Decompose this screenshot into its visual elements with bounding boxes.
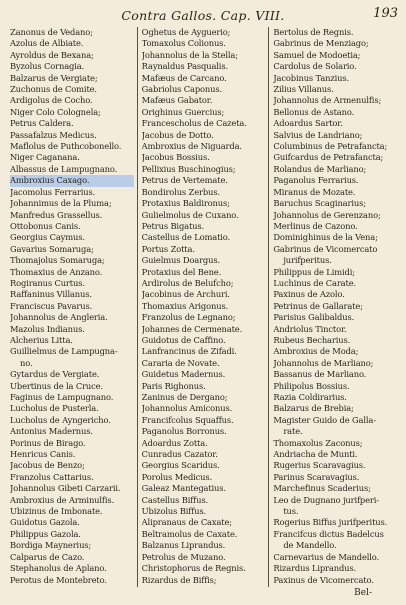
list-item: Protaxius del Bene. <box>141 266 222 277</box>
list-item: Carnevarius de Mandello. <box>273 551 380 562</box>
list-item: Ubertinus de la Cruce. <box>10 380 103 391</box>
list-item: Franciscus Pavarus. <box>10 300 93 311</box>
list-item: Georgius Caymus. <box>10 232 85 243</box>
list-item: Thomaxius Arigonus. <box>141 300 229 311</box>
list-item: Ardirolus de Belufcho; <box>141 277 234 288</box>
list-item: Andriolus Tinctor. <box>273 323 347 334</box>
list-item: Faginus de Lampugnano. <box>10 392 114 402</box>
list-item: Ambroxius de Arminulfis. <box>10 494 115 505</box>
list-item: Samuel de Modoetia; <box>273 49 361 60</box>
catchword: Bel- <box>354 588 372 598</box>
list-item: Orighinus Guercius; <box>141 106 225 117</box>
list-item: Thomaxius de Anzano. <box>10 266 103 277</box>
list-item: Raffaninus Villanus. <box>10 289 92 300</box>
list-item: Petrus Caldera. <box>10 118 74 129</box>
list-item: Cunradus Cazator. <box>141 449 218 460</box>
list-item: Jacobinus Tanzius. <box>273 72 349 83</box>
list-item: Francescholus de Cazeta. <box>141 118 247 129</box>
list-item: Ardigolus de Cocho. <box>10 95 93 106</box>
list-item: Paganolus Ferrarius. <box>273 175 359 186</box>
list-item: Guidetus Madernus. <box>141 369 226 380</box>
list-item: Rugerius Scaravagius. <box>273 460 366 471</box>
list-item: Jacobinus de Archuri. <box>141 289 230 300</box>
list-item: Rubeus Becharius. <box>273 334 351 345</box>
list-item: Johannolus de Armenulfis; <box>273 95 382 106</box>
list-item: Bassanus de Marliano. <box>273 369 367 380</box>
column-middle <box>137 27 269 587</box>
list-item: Salvius de Landriano; <box>273 129 363 140</box>
list-item: Gytardus de Vergiate. <box>10 369 100 380</box>
list-item: Maflolus de Puthcobonello. <box>10 141 122 152</box>
list-item: Guielmus Doargus. <box>141 255 220 266</box>
running-title: Contra Gallos. Cap. VIII. <box>121 8 285 23</box>
list-item: Jacobus de Benzo; <box>10 460 85 471</box>
list-item: Portus Zotta. <box>141 243 195 254</box>
list-item: Zanonus de Vedano; <box>10 27 93 37</box>
list-item: Niger Colo Colognela; <box>10 106 101 117</box>
running-header <box>0 0 406 28</box>
list-item: de Mandello. <box>283 540 337 551</box>
list-item: Rogerius Biffus jurifperitus. <box>273 517 388 528</box>
list-item: Philippus Gazola. <box>10 528 81 539</box>
list-item: Francifcus dictus Badelcus <box>273 528 384 539</box>
list-item: Jacobus de Dotto. <box>141 129 214 140</box>
list-item: Porolus Medicus. <box>141 471 213 482</box>
list-item: Petrolus de Muzano. <box>141 551 226 562</box>
list-item: Marchefinus Scaderius; <box>273 483 371 494</box>
list-item: tus. <box>283 506 299 517</box>
list-item: Jacobus Bossius. <box>141 152 210 163</box>
list-item: Johannolus Amiconus. <box>141 403 233 414</box>
list-item: Antonius Madernus. <box>10 426 93 437</box>
list-item: Gabrinus de Vicomercato <box>273 243 378 254</box>
list-item: Miranus de Mozate. <box>273 186 356 197</box>
list-item: Merlinus de Cazono. <box>273 220 358 231</box>
list-item: Johannes de Cermenate. <box>141 323 243 334</box>
list-item: Gabriolus Caponus. <box>141 84 223 95</box>
list-item: Mazolus Indianus. <box>10 323 85 334</box>
list-item: Protaxius Baldironus; <box>141 198 230 209</box>
list-item: Petrus Bigatus. <box>141 220 205 231</box>
list-item: no. <box>20 357 33 368</box>
list-item: Guidotus de Caffino. <box>141 334 226 345</box>
list-item: Niger Caganana. <box>10 152 80 163</box>
list-item: Johannolus de Angleria. <box>10 312 108 323</box>
list-item: Zilius Villanus. <box>273 84 334 95</box>
list-item: Tomaxolus Colionus. <box>141 38 226 49</box>
list-item: Alipranaus de Caxate; <box>141 517 232 528</box>
list-item: Bondirolus Zerbus. <box>141 186 220 197</box>
list-item: Jacomolus Ferrarius. <box>10 186 96 197</box>
list-item: Philippus de Limidi; <box>273 266 355 277</box>
list-item: Ubizinus de Imbonate. <box>10 506 103 517</box>
list-item: Magister Guido de Galla- <box>273 414 376 425</box>
list-item: Zuchonus de Comite. <box>10 84 97 95</box>
list-item: Passafalzus Medicus. <box>10 129 97 140</box>
list-item: Leo de Dugnano jurifperi- <box>273 494 379 505</box>
list-item: Alcherius Litta. <box>10 334 73 345</box>
list-item: jurifperitus. <box>283 255 332 266</box>
list-item: Perotus de Montebreto. <box>10 574 107 585</box>
column-right <box>268 27 400 587</box>
list-item: Guillielmus de Lampugna- <box>10 346 118 357</box>
list-item: Rizardus Liprandus. <box>273 563 356 574</box>
list-item: Petrus de Vertemate. <box>141 175 228 186</box>
list-item: Rizardus de Biffis; <box>141 574 217 585</box>
list-item: Dominighinus de la Vena; <box>273 232 378 243</box>
page-number: 193 <box>373 6 398 21</box>
list-item: Guidotus Gazola. <box>10 517 80 528</box>
list-item: Paris Righonus. <box>141 380 206 391</box>
list-item: Castellus Biffus. <box>141 494 208 505</box>
list-item: Paxinus de Vicomercato. <box>273 574 374 585</box>
list-item: Ambroxius de Niguarda. <box>141 141 242 152</box>
list-item: Calparus de Cazo. <box>10 551 85 562</box>
list-item: Columbinus de Petrafancta; <box>273 141 388 152</box>
list-item: Johannolus Gibeti Carzarii. <box>10 483 121 494</box>
list-item: Balzanus Liprandus. <box>141 540 226 551</box>
list-item: Adoardus Zotta. <box>141 437 208 448</box>
list-item: Christophorus de Regnis. <box>141 563 246 574</box>
list-item: Galeaz Mantegatius. <box>141 483 226 494</box>
list-item: Johannolus de Marliano; <box>273 357 374 368</box>
list-item: Bertolus de Regnis. <box>273 27 354 37</box>
list-item: Franzolus Cattarius. <box>10 471 94 482</box>
list-item: Oghetus de Ayguerio; <box>141 27 231 37</box>
list-item: Henricus Canis. <box>10 449 76 460</box>
list-item: Baruchus Scaginarius; <box>273 198 366 209</box>
list-item: Ambroxius de Moda; <box>273 346 359 357</box>
list-item: Franzolus de Legnano; <box>141 312 236 323</box>
list-item: Ayroldus de Bexana; <box>10 49 94 60</box>
list-item: Razia Coldirarius. <box>273 392 347 402</box>
list-item: Balzarus de Vergiate; <box>10 72 98 83</box>
list-item: Bordiga Maynerius; <box>10 540 92 551</box>
list-item: Andriacha de Munti. <box>273 449 358 460</box>
list-item: Porinus de Birago. <box>10 437 86 448</box>
list-item: Pellixius Buschinogius; <box>141 163 236 174</box>
list-item: Johannolus de la Stella; <box>141 49 238 60</box>
list-item: Cararia de Novate. <box>141 357 220 368</box>
list-item: Bellonus de Astano. <box>273 106 355 117</box>
list-item: Guifcardus de Petrafancta; <box>273 152 384 163</box>
list-item: Ottobonus Canis. <box>10 220 81 231</box>
list-item: Georgius Scaridus. <box>141 460 220 471</box>
list-item: Mafæus de Carcano. <box>141 72 227 83</box>
list-item: Mafæus Gabator. <box>141 95 213 106</box>
list-item: Philipolus Bossius. <box>273 380 350 391</box>
list-item: Gabrinus de Menziago; <box>273 38 369 49</box>
list-item: Johannimus de la Pluma; <box>10 198 112 209</box>
list-item: Lucholus de Pusterla. <box>10 403 99 414</box>
list-item: Gulielmolus de Cuxano. <box>141 209 239 220</box>
list-item: Beltramolus de Caxate. <box>141 528 238 539</box>
list-item: Lucholus de Ayngericho. <box>10 414 111 425</box>
list-item: Petrinus de Gallarate; <box>273 300 363 311</box>
list-item: Balzarus de Brebia; <box>273 403 354 414</box>
list-item: Ubizolus Biffus. <box>141 506 206 517</box>
list-item: Rogiranus Curtus. <box>10 277 85 288</box>
list-item: Cardolus de Solario. <box>273 61 357 72</box>
list-item: Paxinus de Azolo. <box>273 289 345 300</box>
list-item: Johannolus de Gerenzano; <box>273 209 381 220</box>
list-item: Adoardus Sartor. <box>273 118 343 129</box>
list-item: Castellus de Lomatio. <box>141 232 231 243</box>
list-item: Luchinus de Carate. <box>273 277 357 288</box>
list-item: Byzolus Cornagia. <box>10 61 85 72</box>
list-item: Francifcolus Squaffus. <box>141 414 234 425</box>
list-item: Rolandus de Marliano; <box>273 163 367 174</box>
highlighted-entry[interactable]: Ambroxius Caxago. <box>10 175 134 186</box>
list-item: Albassus de Lampugnano. <box>10 163 118 174</box>
list-item: Lanfrancinus de Zifadi. <box>141 346 237 357</box>
list-item: rate. <box>283 426 303 437</box>
list-item: Manfredus Grassellus. <box>10 209 103 220</box>
list-item: Thomaxolus Zaconus; <box>273 437 363 448</box>
list-item: Parisius Galibaldus. <box>273 312 355 323</box>
list-item: Paganolus Borronus. <box>141 426 227 437</box>
name-columns <box>10 27 400 587</box>
list-item: Gavarius Somaruga; <box>10 243 94 254</box>
list-item: Azolus de Albiate. <box>10 38 84 49</box>
list-item: Raynaldus Pasqualis. <box>141 61 228 72</box>
list-item: Stephanolus de Aplano. <box>10 563 107 574</box>
column-left <box>10 27 137 587</box>
list-item: Zaninus de Dergano; <box>141 392 228 402</box>
list-item: Thomajolus Somaruga; <box>10 255 105 266</box>
list-item: Parinus Scaravagius. <box>273 471 360 482</box>
